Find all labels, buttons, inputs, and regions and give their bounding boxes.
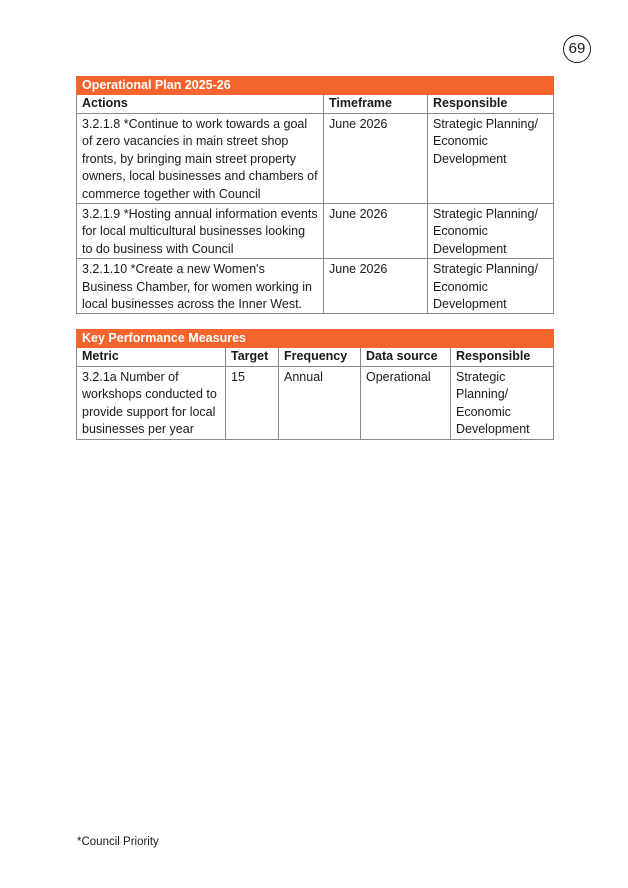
column-header-frequency: Frequency — [279, 348, 361, 367]
table-row — [77, 114, 554, 204]
responsible-cell: Strategic Planning/ Economic Development — [428, 114, 554, 204]
metric-cell: 3.2.1a Number of workshops conducted to provide support for local businesses per year — [77, 367, 226, 440]
data-source-cell: Operational — [361, 367, 451, 440]
table-title-row — [77, 77, 554, 95]
footnote: *Council Priority — [77, 836, 159, 848]
timeframe-cell: June 2026 — [324, 114, 428, 204]
action-cell: 3.2.1.8 *Continue to work towards a goal of zero vacancies in main street shop fronts, by bringing main street property owners, local businesses and chambers of commerce together with Council — [77, 114, 324, 204]
column-header-responsible: Responsible — [428, 95, 554, 114]
action-cell: 3.2.1.10 *Create a new Women's Business Chamber, for women working in local businesses across the Inner West. — [77, 259, 324, 314]
action-cell: 3.2.1.9 *Hosting annual information events for local multicultural businesses looking to do business with Council — [77, 204, 324, 259]
column-header-timeframe: Timeframe — [324, 95, 428, 114]
responsible-cell: Strategic Planning/ Economic Development — [451, 367, 554, 440]
operational-plan-table — [76, 76, 554, 314]
column-header-target: Target — [226, 348, 279, 367]
table-row — [77, 367, 554, 440]
operational-plan-title: Operational Plan 2025-26 — [77, 77, 554, 95]
table-title-row — [77, 330, 554, 348]
table-row — [77, 259, 554, 314]
table-header-row — [77, 95, 554, 114]
timeframe-cell: June 2026 — [324, 204, 428, 259]
responsible-cell: Strategic Planning/ Economic Development — [428, 204, 554, 259]
key-performance-measures-title: Key Performance Measures — [77, 330, 554, 348]
column-header-actions: Actions — [77, 95, 324, 114]
table-header-row — [77, 348, 554, 367]
key-performance-measures-table — [76, 329, 554, 440]
target-cell: 15 — [226, 367, 279, 440]
timeframe-cell: June 2026 — [324, 259, 428, 314]
table-row — [77, 204, 554, 259]
frequency-cell: Annual — [279, 367, 361, 440]
column-header-data-source: Data source — [361, 348, 451, 367]
responsible-cell: Strategic Planning/ Economic Development — [428, 259, 554, 314]
column-header-metric: Metric — [77, 348, 226, 367]
column-header-responsible: Responsible — [451, 348, 554, 367]
page-number: 69 — [563, 35, 591, 63]
